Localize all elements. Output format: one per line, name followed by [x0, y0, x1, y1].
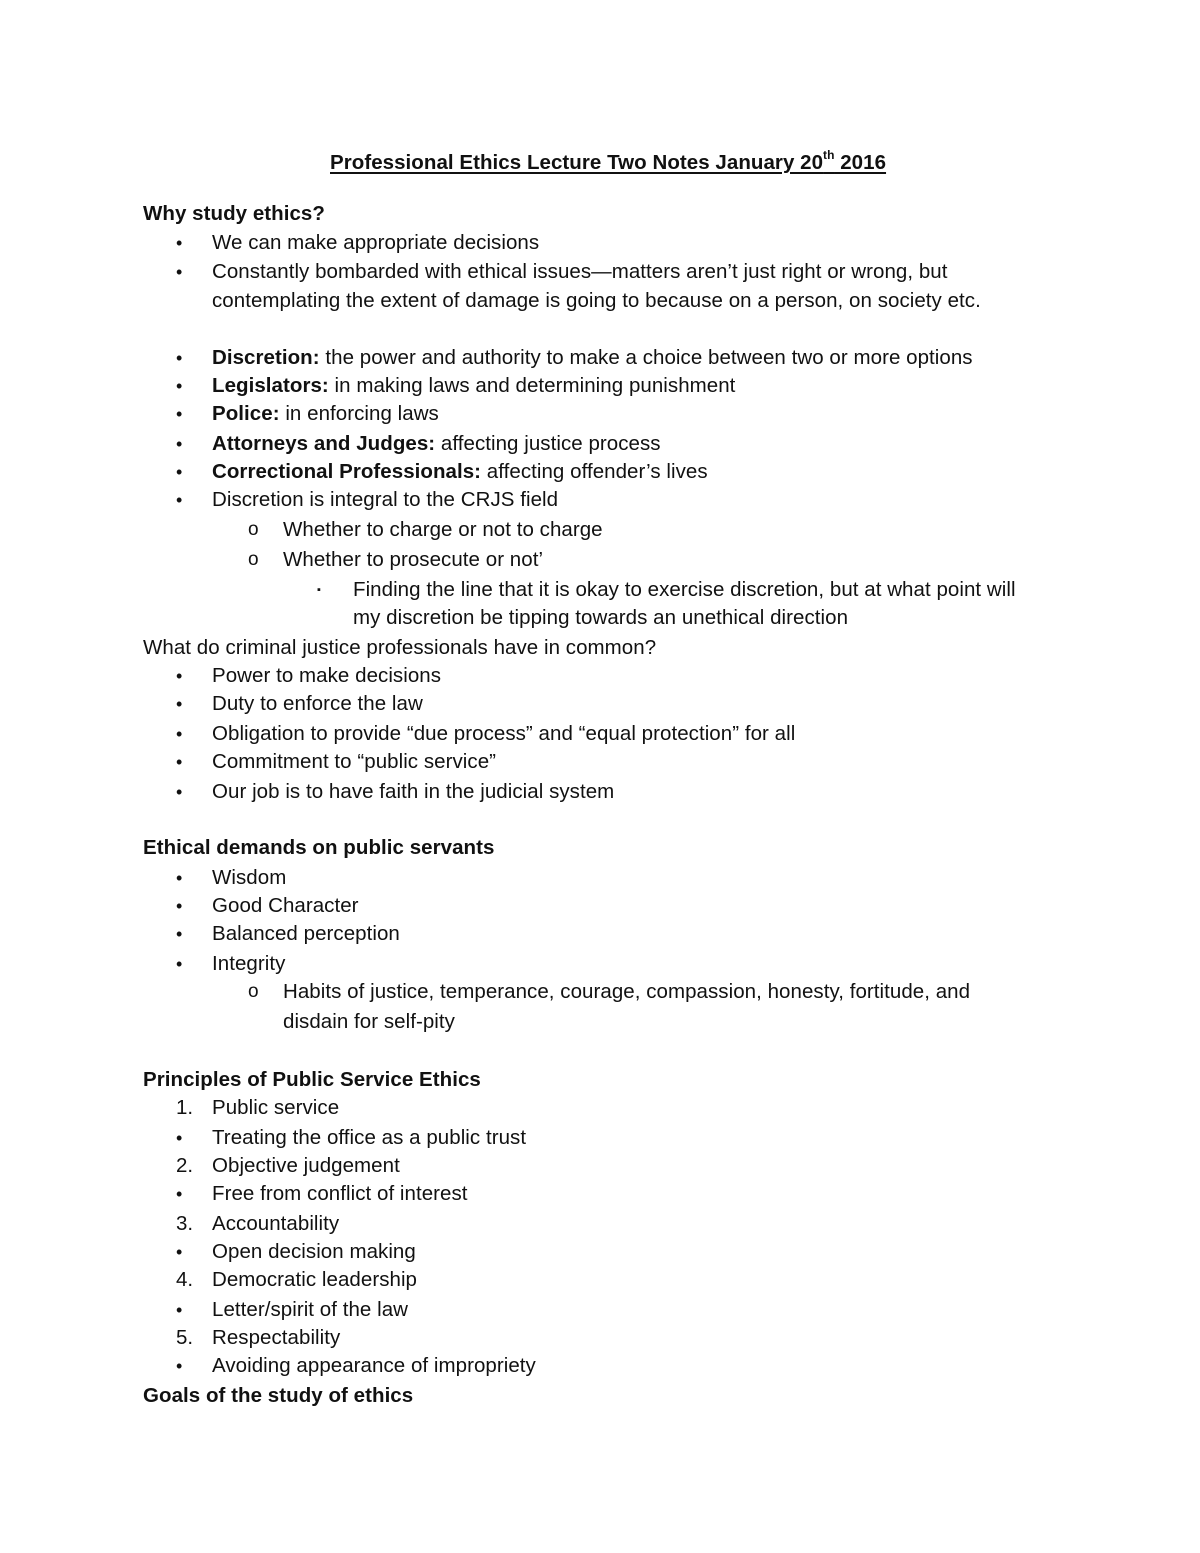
- list-item-police: Police: in enforcing laws: [212, 402, 439, 425]
- list-item: Discretion is integral to the CRJS field: [212, 488, 559, 511]
- sub-list-item: Habits of justice, temperance, courage, compassion, honesty, fortitude, and: [283, 980, 971, 1003]
- list-item: Our job is to have faith in the judicial system: [212, 780, 615, 803]
- list-item: Open decision making: [212, 1240, 416, 1263]
- heading-common: What do criminal justice professionals have in common?: [143, 636, 657, 659]
- bullet-marker: •: [176, 666, 183, 686]
- list-item: Wisdom: [212, 866, 287, 889]
- bullet-marker: •: [176, 924, 183, 944]
- bullet-marker: •: [176, 404, 183, 424]
- list-item: Obligation to provide “due process” and “equal protection” for all: [212, 722, 796, 745]
- bullet-marker: •: [176, 724, 183, 744]
- list-item-discretion: Discretion: the power and authority to make a choice between two or more options: [212, 346, 973, 369]
- number-marker: 2.: [176, 1154, 194, 1177]
- list-item-continuation: contemplating the extent of damage is going to because on a person, on society etc.: [212, 289, 981, 312]
- bullet-marker: •: [176, 348, 183, 368]
- bullet-marker: •: [176, 1184, 183, 1204]
- circle-marker: o: [248, 519, 259, 540]
- number-marker: 4.: [176, 1268, 194, 1291]
- circle-marker: o: [248, 549, 259, 570]
- bullet-marker: •: [176, 1242, 183, 1262]
- bullet-marker: •: [176, 434, 183, 454]
- sub-sub-list-item: Finding the line that it is okay to exercise discretion, but at what point will: [353, 578, 1016, 601]
- list-item: Accountability: [212, 1212, 340, 1235]
- sub-sub-list-item-continuation: my discretion be tipping towards an unethical direction: [353, 606, 849, 629]
- sub-list-item: Whether to charge or not to charge: [283, 518, 603, 541]
- list-item: Power to make decisions: [212, 664, 442, 687]
- list-item: Democratic leadership: [212, 1268, 417, 1291]
- heading-goals: Goals of the study of ethics: [143, 1384, 414, 1407]
- list-item-legislators: Legislators: in making laws and determining punishment: [212, 374, 736, 397]
- list-item: Respectability: [212, 1326, 341, 1349]
- number-marker: 1.: [176, 1096, 194, 1119]
- list-item: Free from conflict of interest: [212, 1182, 468, 1205]
- list-item: Integrity: [212, 952, 286, 975]
- bullet-marker: •: [176, 490, 183, 510]
- list-item-attorneys-judges: Attorneys and Judges: affecting justice process: [212, 432, 661, 455]
- list-item: Duty to enforce the law: [212, 692, 423, 715]
- circle-marker: o: [248, 981, 259, 1002]
- list-item: Public service: [212, 1096, 340, 1119]
- square-marker: ▪: [317, 584, 321, 596]
- list-item: Commitment to “public service”: [212, 750, 497, 773]
- bullet-marker: •: [176, 782, 183, 802]
- bullet-marker: •: [176, 868, 183, 888]
- bullet-marker: •: [176, 752, 183, 772]
- number-marker: 5.: [176, 1326, 194, 1349]
- bullet-marker: •: [176, 1300, 183, 1320]
- bullet-marker: •: [176, 694, 183, 714]
- number-marker: 3.: [176, 1212, 194, 1235]
- list-item-correctional: Correctional Professionals: affecting offender’s lives: [212, 460, 708, 483]
- bullet-marker: •: [176, 462, 183, 482]
- list-item: Treating the office as a public trust: [212, 1126, 527, 1149]
- list-item: Constantly bombarded with ethical issues—matters aren’t just right or wrong, but: [212, 260, 948, 283]
- bullet-marker: •: [176, 233, 183, 253]
- heading-principles: Principles of Public Service Ethics: [143, 1068, 481, 1091]
- sub-list-item-continuation: disdain for self-pity: [283, 1010, 455, 1033]
- bullet-marker: •: [176, 376, 183, 396]
- bullet-marker: •: [176, 1128, 183, 1148]
- bullet-marker: •: [176, 1356, 183, 1376]
- bullet-marker: •: [176, 954, 183, 974]
- sub-list-item: Whether to prosecute or not’: [283, 548, 544, 571]
- list-item: Avoiding appearance of impropriety: [212, 1354, 536, 1377]
- list-item: Objective judgement: [212, 1154, 400, 1177]
- bullet-marker: •: [176, 262, 183, 282]
- list-item: Balanced perception: [212, 922, 400, 945]
- heading-why-study-ethics: Why study ethics?: [143, 202, 325, 225]
- list-item: Letter/spirit of the law: [212, 1298, 409, 1321]
- bullet-marker: •: [176, 896, 183, 916]
- heading-ethical-demands: Ethical demands on public servants: [143, 836, 495, 859]
- list-item: We can make appropriate decisions: [212, 231, 540, 254]
- list-item: Good Character: [212, 894, 359, 917]
- page-title: Professional Ethics Lecture Two Notes January 20th 2016: [330, 148, 887, 174]
